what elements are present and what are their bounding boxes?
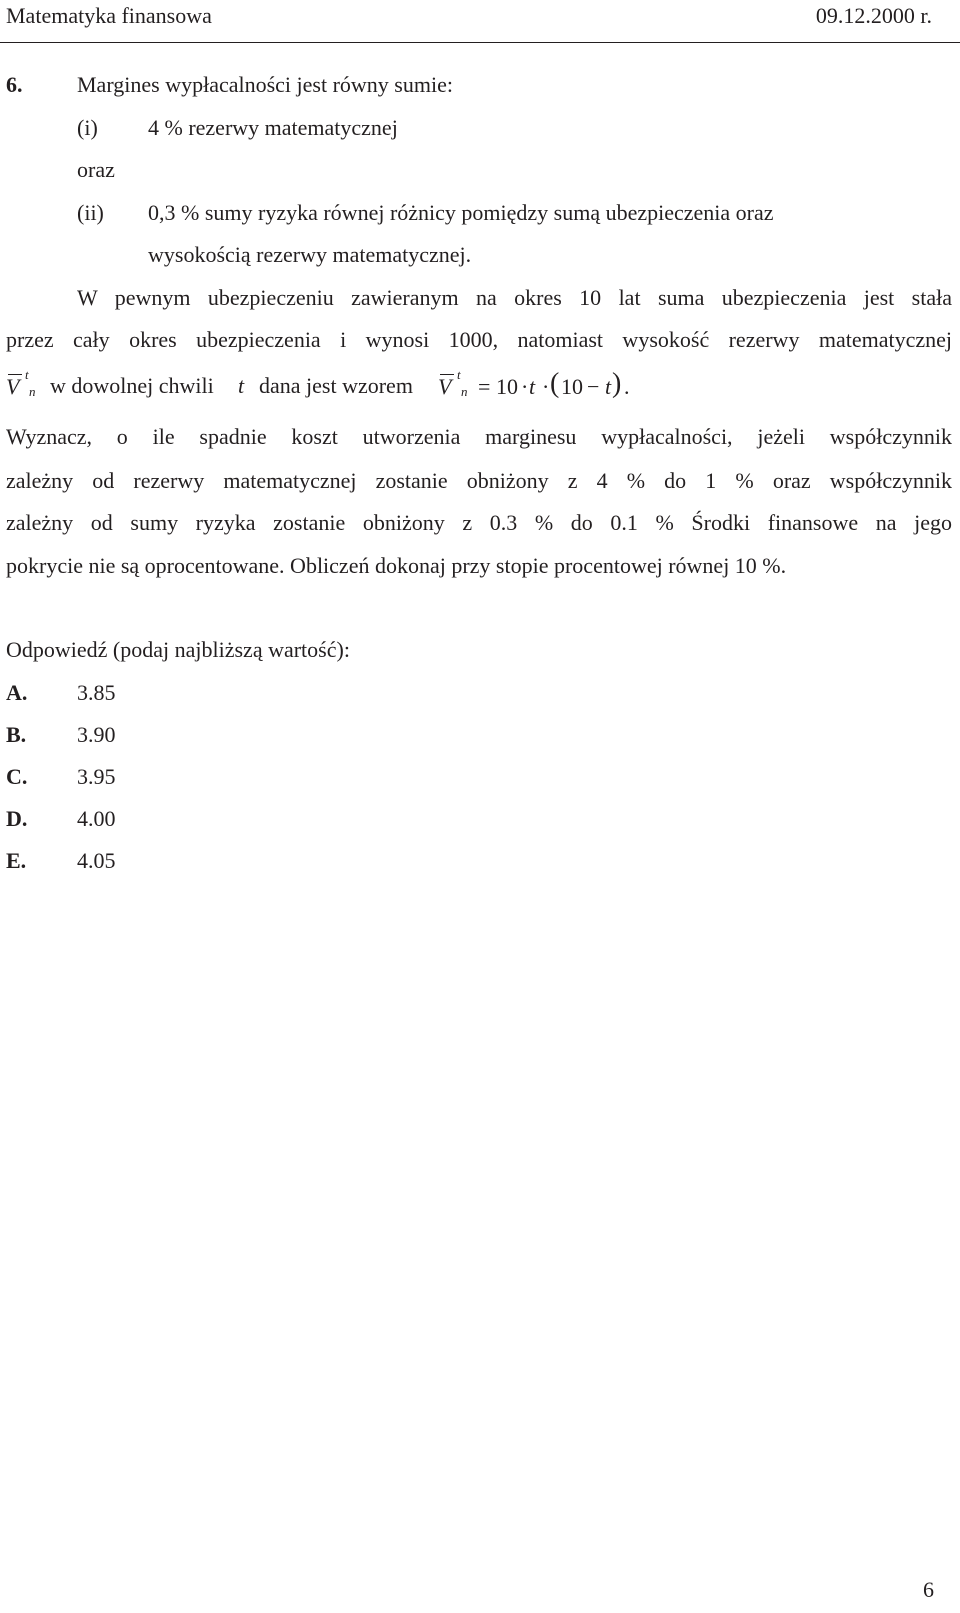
formula-text: dana jest wzorem <box>259 373 413 398</box>
paragraph-line: zależny od sumy ryzyka zostanie obniżony z 0.3 % do 0.1 % Środki finansowe na jego <box>6 510 952 535</box>
paragraph-line: W pewnym ubezpieczeniu zawieranym na okres 10 lat suma ubezpieczenia jest stała <box>77 285 952 310</box>
multiply-dot: · <box>521 374 529 399</box>
item-text-ii-line1: 0,3 % sumy ryzyka równej różnicy pomiędzy sumą ubezpieczenia oraz <box>148 200 774 225</box>
variable-t: t <box>238 373 245 398</box>
variable-t: t <box>605 374 612 399</box>
page-number: 6 <box>923 1577 934 1602</box>
option-letter: E. <box>6 848 27 873</box>
conjunction: oraz <box>77 157 115 182</box>
paragraph-line: pokrycie nie są oprocentowane. Obliczeń dokonaj przy stopie procentowej równej 10 %. <box>6 553 787 578</box>
problem-number: 6. <box>6 72 23 97</box>
option-letter: C. <box>6 764 28 789</box>
close-paren: ) <box>612 368 622 399</box>
minus-sign: − <box>587 374 600 399</box>
superscript-t: t <box>457 367 461 382</box>
option-letter: A. <box>6 680 28 705</box>
multiply-dot: · <box>542 374 550 399</box>
header-date: 09.12.2000 r. <box>815 3 932 28</box>
superscript-t: t <box>25 367 29 382</box>
header-divider <box>0 42 960 43</box>
subscript-n: n <box>461 384 468 399</box>
option-value: 3.95 <box>77 764 116 789</box>
problem-intro: Margines wypłacalności jest równy sumie: <box>77 72 453 97</box>
equals-sign: = <box>478 374 491 399</box>
option-value: 4.05 <box>77 848 116 873</box>
paragraph-line: zależny od rezerwy matematycznej zostanie obniżony z 4 % do 1 % oraz współczynnik <box>6 468 952 493</box>
option-letter: B. <box>6 722 27 747</box>
item-text-ii-line2: wysokością rezerwy matematycznej. <box>148 242 472 267</box>
item-marker-i: (i) <box>77 115 98 140</box>
paragraph-line: przez cały okres ubezpieczenia i wynosi 1000, natomiast wysokość rezerwy matematycznej <box>6 327 952 352</box>
option-value: 4.00 <box>77 806 116 831</box>
header-title: Matematyka finansowa <box>6 3 212 28</box>
formula-text: w dowolnej chwili <box>50 373 214 398</box>
item-text-i: 4 % rezerwy matematycznej <box>148 115 398 140</box>
variable-t: t <box>529 374 536 399</box>
reserve-symbol: V <box>6 374 20 399</box>
open-paren: ( <box>550 368 560 399</box>
subscript-n: n <box>29 384 36 399</box>
constant-ten: 10 <box>561 374 583 399</box>
option-value: 3.90 <box>77 722 116 747</box>
paragraph-line: Wyznacz, o ile spadnie koszt utworzenia marginesu wypłacalności, jeżeli współczynnik <box>6 424 952 449</box>
option-value: 3.85 <box>77 680 116 705</box>
item-marker-ii: (ii) <box>77 200 104 225</box>
answer-prompt: Odpowiedź (podaj najbliższą wartość): <box>6 637 350 662</box>
coefficient: 10 <box>496 374 518 399</box>
formula-period: . <box>624 374 630 399</box>
option-letter: D. <box>6 806 28 831</box>
reserve-symbol: V <box>438 374 452 399</box>
